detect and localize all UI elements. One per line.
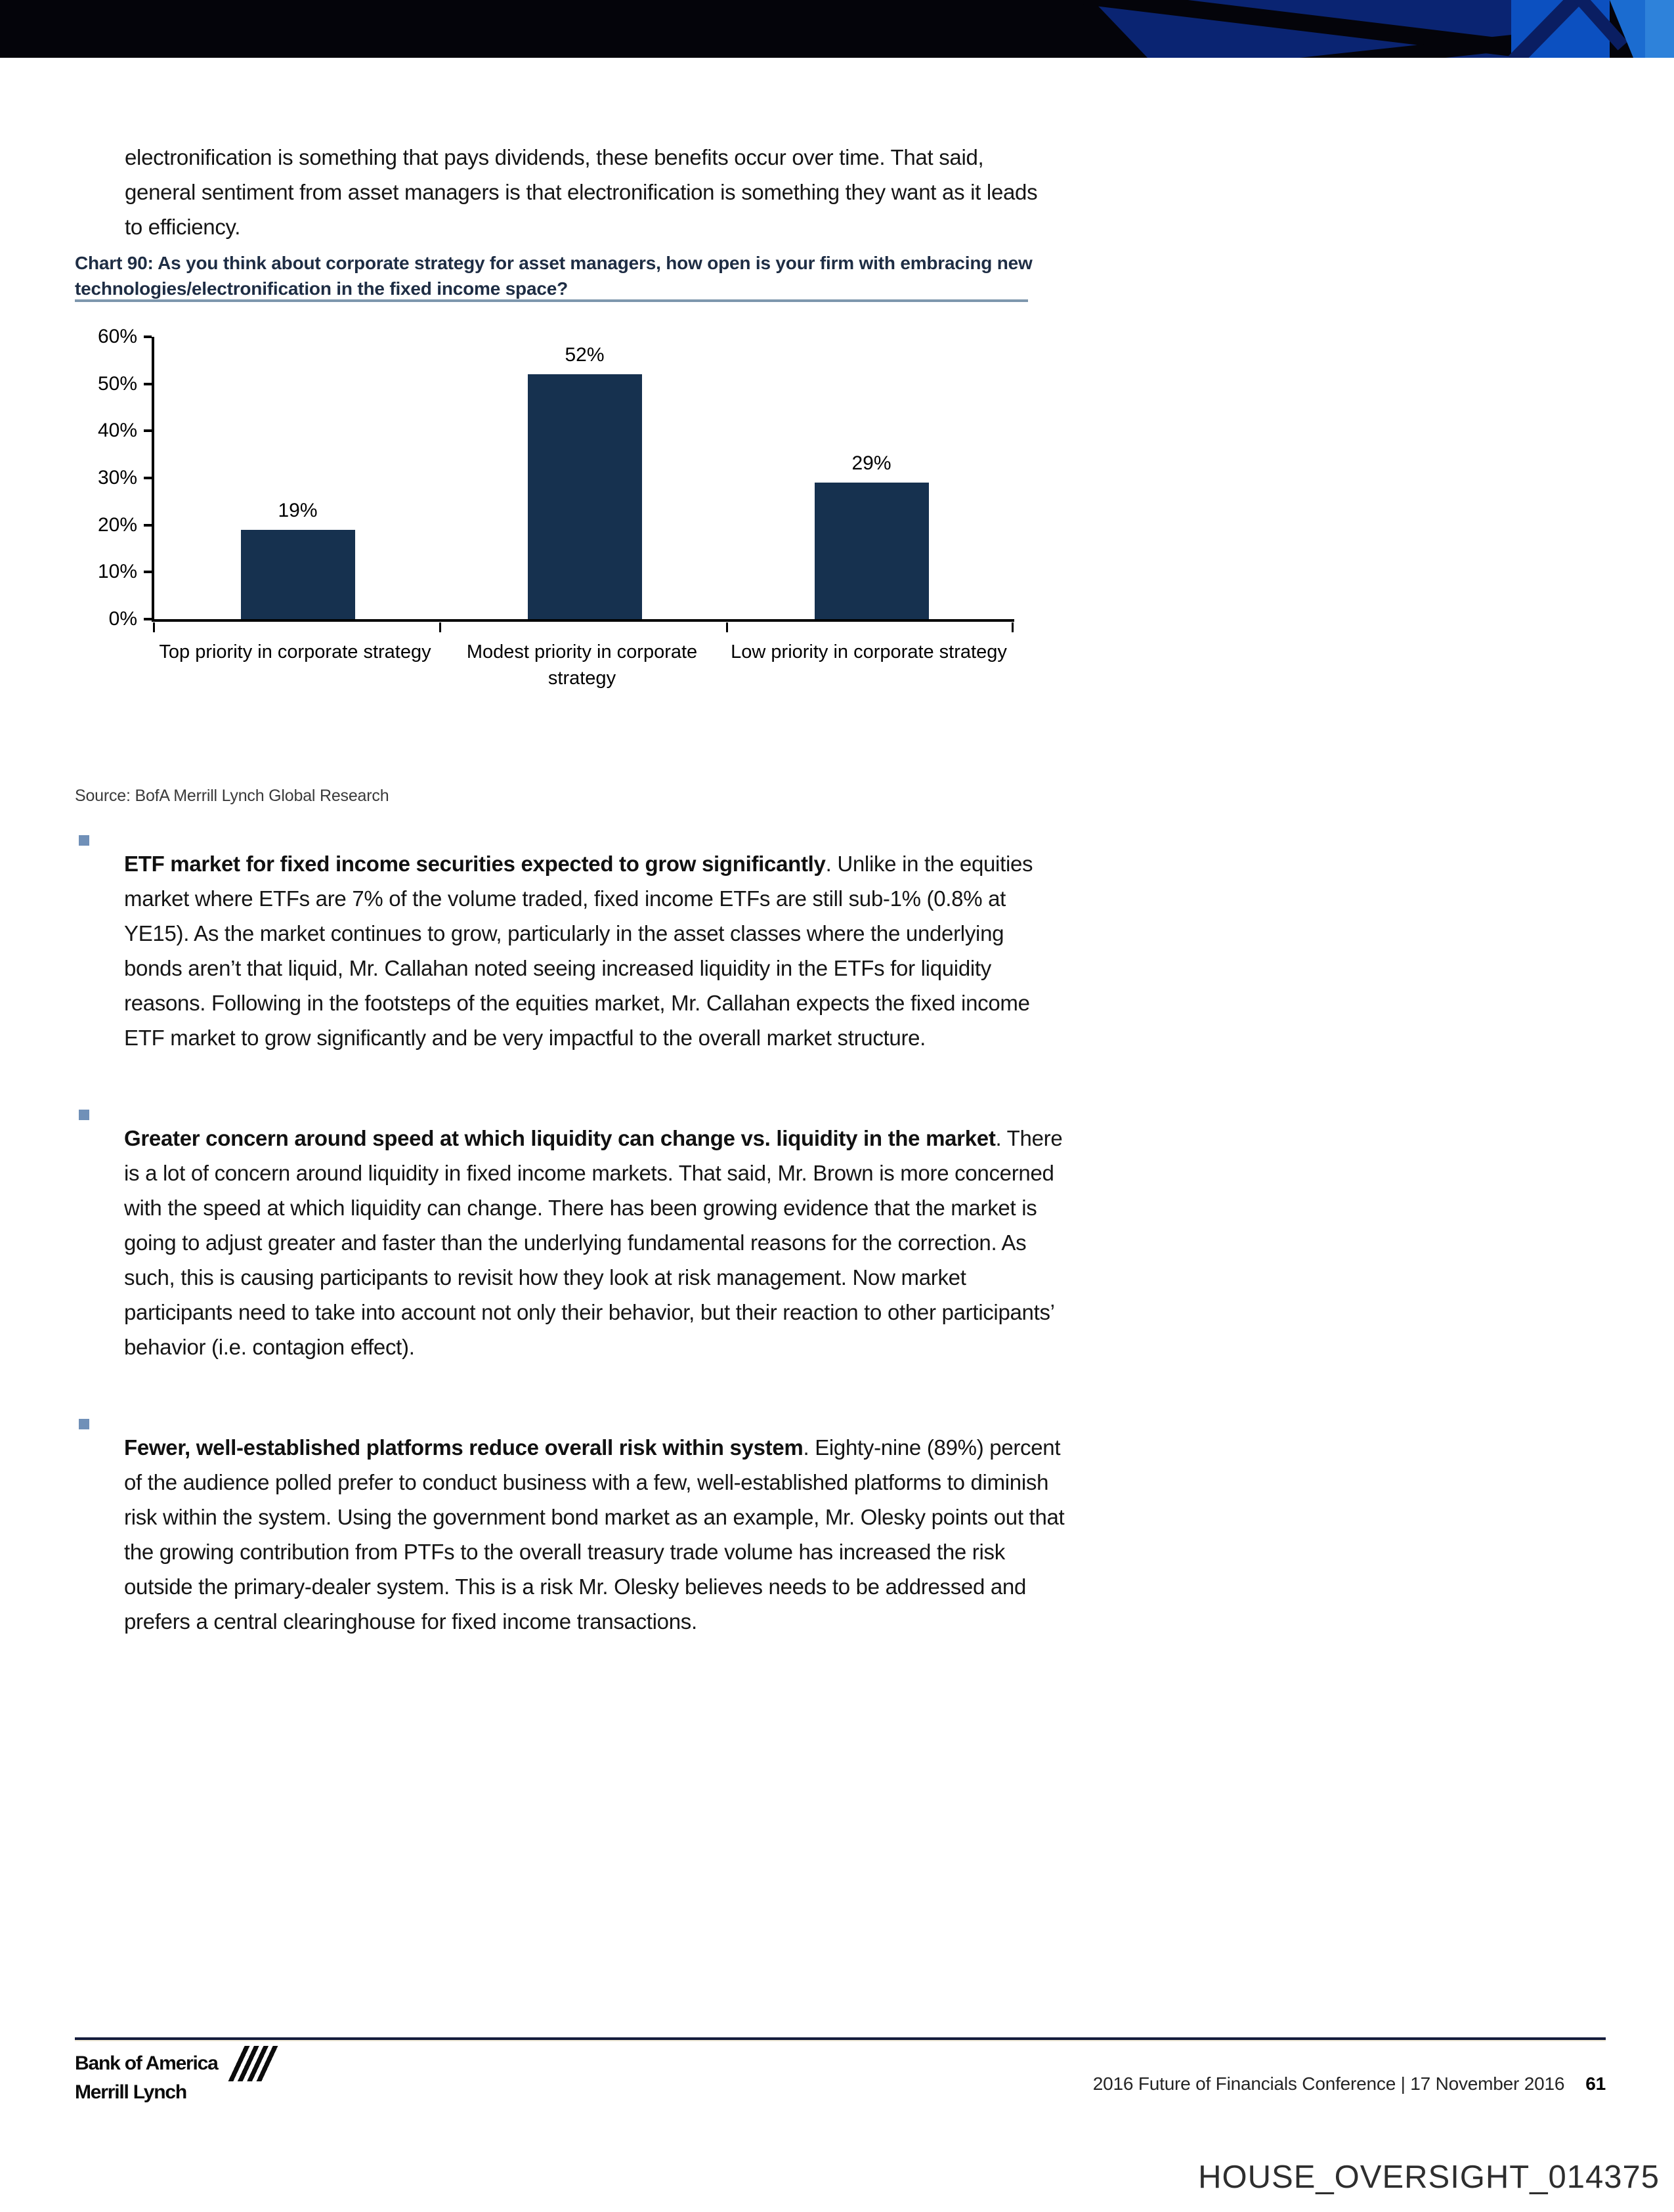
top-banner xyxy=(0,0,1674,58)
x-axis-category-label: Top priority in corporate strategy xyxy=(159,641,431,662)
bullet-text xyxy=(124,1121,1067,1364)
y-axis-tick-label: 20% xyxy=(97,514,137,536)
logo-bank-of-america: Bank of America xyxy=(75,2052,218,2074)
chart-plot-area xyxy=(97,326,1014,630)
bar-chart xyxy=(85,326,1044,714)
x-axis-category-label: Low priority in corporate strategy xyxy=(731,641,1007,662)
banner-flagscape-graphic xyxy=(0,0,1674,58)
y-axis-tick-label: 0% xyxy=(108,608,137,630)
y-axis-tick-mark xyxy=(144,524,152,527)
bates-stamp: HOUSE_OVERSIGHT_014375 xyxy=(1198,2159,1660,2195)
list-item xyxy=(79,1408,1067,1660)
chart-source-note: Source: BofA Merrill Lynch Global Research xyxy=(75,787,389,805)
y-axis-tick-mark xyxy=(144,383,152,385)
bullet-lead-bold: Greater concern around speed at which liquidity can change vs. liquidity in the market xyxy=(124,1126,996,1150)
bar xyxy=(241,530,355,619)
y-axis-tick-label: 60% xyxy=(97,326,137,347)
chart-title: Chart 90: As you think about corporate strategy for asset managers, how open is your firm with embracing new technologies/electronification in the fixed income space? xyxy=(75,253,1033,299)
y-axis-tick-label: 50% xyxy=(97,373,137,395)
y-axis-tick-mark xyxy=(144,618,152,620)
x-axis-category-label: Modest priority in corporate strategy xyxy=(466,641,698,689)
list-item xyxy=(79,825,1067,1077)
bofa-flag-icon xyxy=(226,2046,281,2081)
bullet-text xyxy=(124,846,1067,1055)
list-item xyxy=(79,1099,1067,1386)
x-axis-tick-mark xyxy=(726,622,728,632)
bar xyxy=(528,374,642,619)
bar-slot xyxy=(441,337,728,619)
x-axis-tick-mark xyxy=(439,622,441,632)
bullet-square-icon xyxy=(79,1110,89,1120)
x-axis-tick-mark xyxy=(1012,622,1014,632)
bar-slot xyxy=(728,337,1015,619)
bar-value-label: 52% xyxy=(565,344,605,366)
y-axis-tick-mark xyxy=(144,336,152,338)
x-axis-tick-mark xyxy=(153,622,155,632)
chart-title-rule xyxy=(75,299,1028,302)
bullet-lead-bold: ETF market for fixed income securities expected to grow significantly xyxy=(124,852,826,876)
intro-paragraph: electronification is something that pays dividends, these benefits occur over time. That said, general sentiment from asset managers is that electronification is something they want as it leads to efficiency. xyxy=(125,145,1038,239)
y-axis-tick-mark xyxy=(144,571,152,573)
bullet-square-icon xyxy=(79,1419,89,1429)
y-axis-tick-label: 10% xyxy=(97,561,137,582)
bullet-square-icon xyxy=(79,835,89,846)
bar-value-label: 29% xyxy=(851,452,891,475)
y-axis-tick-mark xyxy=(144,429,152,432)
bar-value-label: 19% xyxy=(278,499,318,521)
bullet-body: . There is a lot of concern around liquidity in fixed income markets. That said, Mr. Brown is more concerned with the speed at which liquidity can change. There has been growing evidence that the market is going to adjust greater and faster than the underlying fundamental reasons for the correction. As such, this is causing participants to revisit how they look at risk management. Now market participants need to take into account not only their behavior, but their reaction to other participants’ behavior (i.e. contagion effect). xyxy=(124,1126,1063,1359)
bofa-merrill-lynch-logo xyxy=(75,2052,281,2104)
bullet-text xyxy=(124,1430,1067,1639)
bullet-lead-bold: Fewer, well-established platforms reduce overall risk within system xyxy=(124,1435,804,1460)
footer-conference-line xyxy=(1093,2073,1606,2094)
footer-rule-accent xyxy=(75,2040,1606,2041)
y-axis-tick-label: 40% xyxy=(97,420,137,441)
y-axis-tick-mark xyxy=(144,477,152,479)
footer-conference-text: 2016 Future of Financials Conference | 17 November 2016 xyxy=(1092,2073,1565,2094)
y-axis-tick-label: 30% xyxy=(97,467,137,488)
page-number: 61 xyxy=(1585,2073,1606,2094)
bar xyxy=(815,483,929,619)
bullet-body: . Unlike in the equities market where ETFs are 7% of the volume traded, fixed income ETFs are still sub-1% (0.8% at YE15). As the market continues to grow, particularly in the asset classes where the underlying bonds aren’t that liquid, Mr. Callahan noted seeing increased liquidity in the ETFs for liquidity reasons. Following in the footsteps of the equities market, Mr. Callahan expects the fixed income ETF market to grow significantly and be very impactful to the overall market structure. xyxy=(124,852,1033,1050)
bullet-body: . Eighty-nine (89%) percent of the audience polled prefer to conduct business with a few, well-established platforms to diminish risk within the system. Using the government bond market as an example, Mr. Olesky points out that the growing contribution from PTFs to the overall treasury trade volume has increased the risk outside the primary-dealer system. This is a risk Mr. Olesky believes needs to be addressed and prefers a central clearinghouse for fixed income transactions. xyxy=(124,1435,1065,1634)
logo-merrill-lynch: Merrill Lynch xyxy=(75,2081,186,2103)
bullet-list xyxy=(79,825,1067,1683)
bar-slot xyxy=(154,337,441,619)
